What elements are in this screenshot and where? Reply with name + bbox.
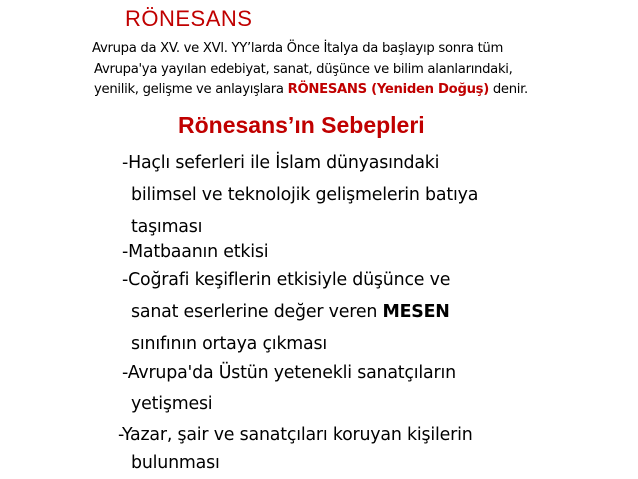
reason-3-line-2-text: sanat eserlerine değer veren	[131, 302, 383, 322]
reason-5-line-1: -Yazar, şair ve sanatçıları koruyan kişilerin	[118, 425, 473, 445]
reason-3-line-1: -Coğrafi keşiflerin etkisiyle düşünce ve	[122, 270, 451, 290]
reason-1-line-2: bilimsel ve teknolojik gelişmelerin batıya	[131, 185, 479, 205]
reason-2: -Matbaanın etkisi	[122, 242, 269, 262]
intro-highlight: RÖNESANS (Yeniden Doğuş)	[287, 82, 489, 97]
page-title: RÖNESANS	[125, 6, 253, 31]
intro-line-3-suffix: denir.	[488, 82, 528, 97]
reason-5-line-2: bulunması	[131, 453, 220, 473]
intro-line-3-prefix: yenilik, gelişme ve anlayışlara	[94, 82, 288, 97]
reason-3-line-2	[131, 302, 450, 322]
mesen-keyword: MESEN	[382, 302, 450, 322]
intro-line-1: Avrupa da XV. ve XVl. YY’larda Önce İtalya da başlayıp sonra tüm	[92, 41, 504, 56]
intro-line-2: Avrupa'ya yayılan edebiyat, sanat, düşünce ve bilim alanlarındaki,	[94, 62, 513, 77]
reason-3-line-3: sınıfının ortaya çıkması	[131, 334, 327, 354]
section-subtitle: Rönesans’ın Sebepleri	[178, 112, 425, 138]
reason-4-line-2: yetişmesi	[131, 394, 213, 414]
intro-line-3	[94, 82, 528, 97]
reason-4-line-1: -Avrupa'da Üstün yetenekli sanatçıların	[122, 363, 456, 383]
reason-1-line-3: taşıması	[131, 217, 203, 237]
reason-1-line-1: -Haçlı seferleri ile İslam dünyasındaki	[122, 153, 440, 173]
